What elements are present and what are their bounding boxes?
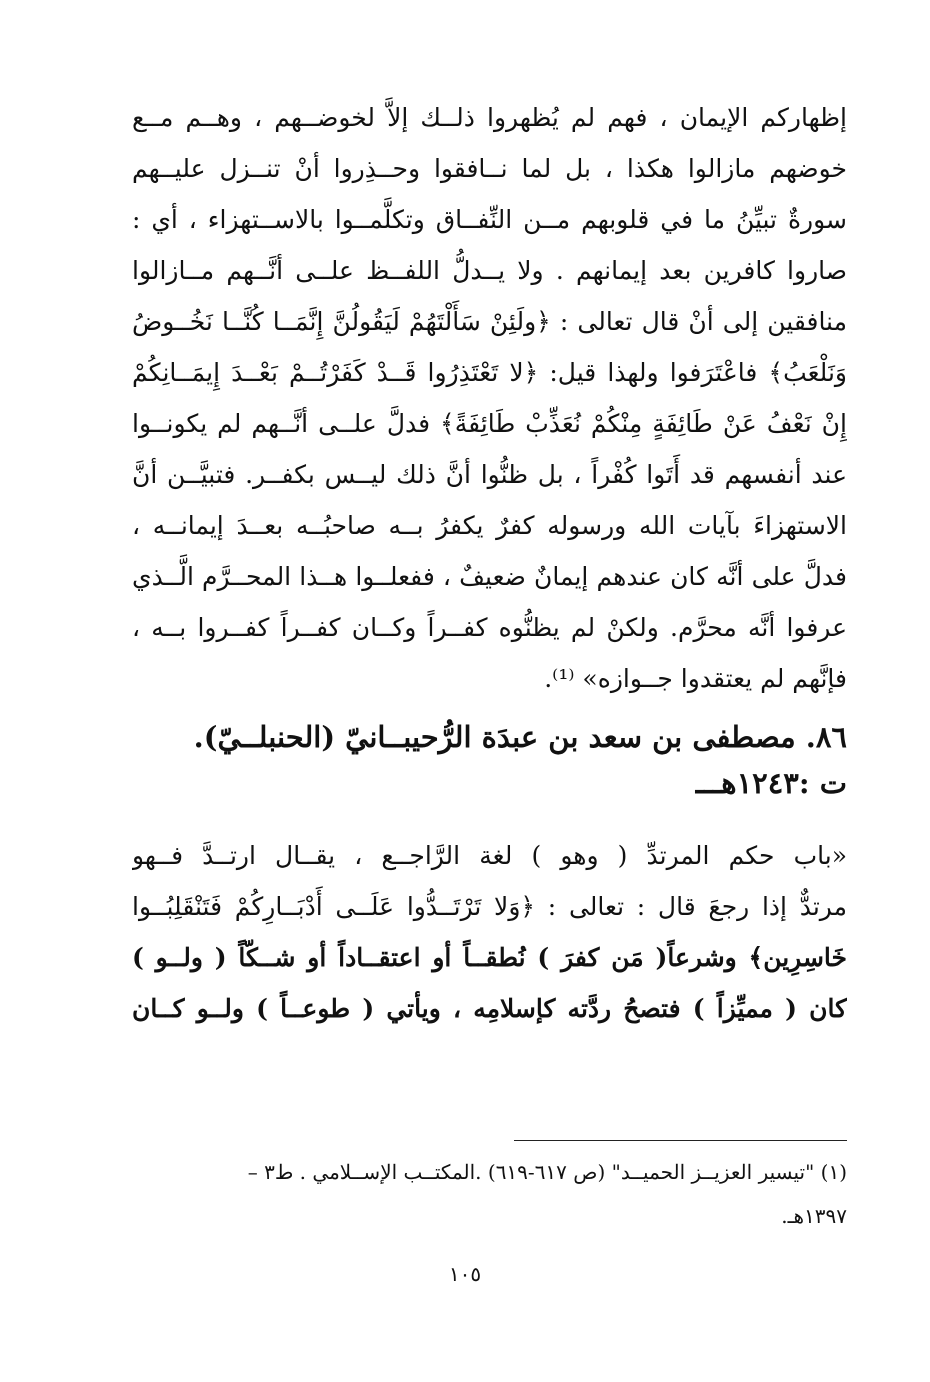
paragraph-line: الاستهزاءَ بآيات الله ورسوله كفرٌ يكفرُ بــه صاحبُــه بعــدَ إيمانــه ، [132,511,847,540]
paragraph-line: عرفوا أنَّه محرَّم. ولكنْ لم يظنُّوه كفــراً وكــان كفــراً كفــروا بــه ، [132,613,847,642]
paragraph-line: «باب حكم المرتدِّ ( وهو ) لغة الرَّاجــع ، يقــال ارتــدَّ فــهو [132,841,847,870]
paragraph-line: صاروا كافرين بعد إيمانهم . ولا يــدلُّ اللفــظ علــى أنَّــهم مــازالوا [132,256,847,285]
footnote-line: ١٣٩٧هـ. [781,1204,847,1228]
paragraph-line: إِنْ نَعْفُ عَنْ طَائِفَةٍ مِنْكُمْ نُعَذِّبْ طَائِفَةً﴾ فدلَّ علــى أنَّــهم لم يكونــوا [132,409,847,438]
paragraph-line: خَاسِرِين﴾ وشرعاً( مَن كفرَ ) نُطقــاً أو اعتقــاداً أو شــكّاً ( ولــو ) [132,943,847,972]
section-heading [132,714,847,806]
paragraph-line: فدلَّ على أنَّه كان عندهم إيمانٌ ضعيفٌ ، ففعلــوا هــذا المحــرَّم الَّــذي [132,562,847,591]
paragraph-line: فإنَّهم لم يعتقدوا جــوازه» ⁽¹⁾. [544,664,847,693]
paragraph-line: كان ( مميِّزاً ) فتصحُ ردَّته كإسلامِه ، ويأتي ( طوعــاً ) ولــو كــان [132,994,847,1023]
paragraph-line: عند أنفسهم قد أَتَوا كُفْراً ، بل ظنُّوا أنَّ ذلك ليــس بكفــر. فتبيَّــن أنَّ [132,460,847,489]
paragraph-line: خوضهم مازالوا هكذا ، بل لما نــافقوا وحــذِروا أنْ تنــزل عليــهم [132,154,847,183]
paragraph-line: منافقين إلى أنْ قال تعالى : ﴿ولَئِنْ سَأَلْتَهُمْ لَيَقُولُنَّ إِنَّمَــا كُنَّــا نَخُــوضُ [132,307,847,336]
second-paragraph [132,830,847,1034]
heading-title: ٨٦. مصطفى بن سعد بن عبدَة الرُّحيبــانيّ (الحنبلــيّ). [193,720,847,754]
paragraph-line: سورةٌ تبيِّنُ ما في قلوبهم مــن النِّفــاق وتكلَّمــوا بالاســتهزاء ، أي : [132,205,847,234]
paragraph-line: وَنَلْعَبُ﴾ فاعْتَرَفوا ولهذا قيل: ﴿لا تَعْتَذِرُوا قَــدْ كَفَرْتُــمْ بَعْــدَ إِيمَــانِكُمْ [132,358,847,387]
paragraph-line: مرتدٌّ إذا رجعَ قال : تعالى : ﴿وَلا تَرْتَــدُّوا عَلَــى أَدْبَــارِكُمْ فَتَنْقَلِبُــوا [132,892,847,921]
footnote-divider [514,1140,847,1141]
paragraph-line: إظهاركم الإيمان ، فهم لم يُظهروا ذلــك إلاَّ لخوضــهم ، وهــم مــع [132,103,847,132]
footnote-line: (١) "تيسير العزيــز الحميــد" (ص ٦١٧-٦١٩) .المكتــب الإســلامي . ط٣ – [247,1160,847,1184]
footnote [132,1150,847,1238]
heading-date: ت :١٢٤٣هـــ [695,766,847,800]
page-number: ١٠٥ [448,1262,482,1286]
main-paragraph [132,92,847,704]
